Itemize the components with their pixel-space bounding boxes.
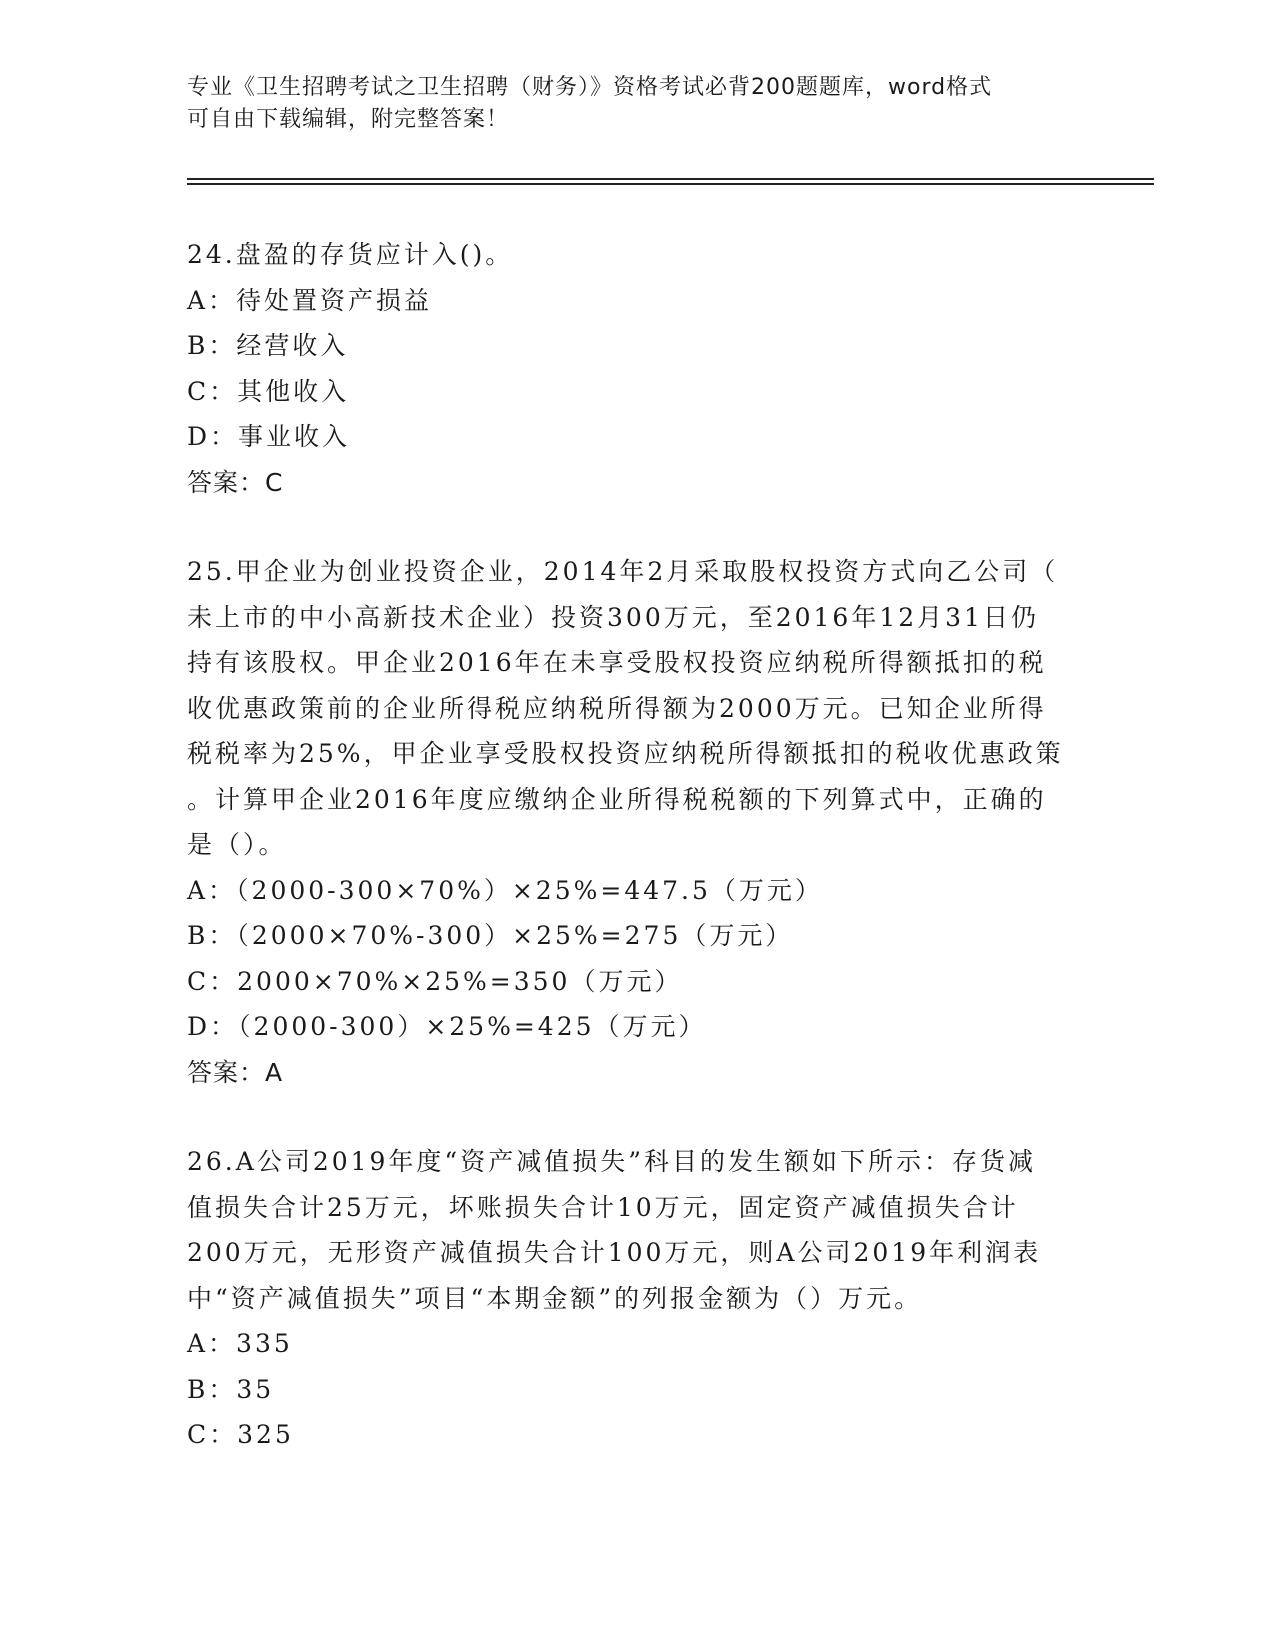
question-stem-line: 是（）。 [187, 830, 287, 859]
answer-label: 答案：C [187, 467, 284, 497]
question-stem-line: 持有该股权。甲企业2016年在未享受股权投资应纳税所得额抵扣的税 [187, 648, 1047, 677]
option-c: C：其他收入 [187, 376, 350, 406]
option-a: A：335 [187, 1329, 293, 1358]
option-b: B：（2000×70%-300）×25%=275（万元） [187, 921, 794, 950]
header-title-line-2: 可自由下载编辑，附完整答案！ [187, 107, 510, 132]
document-header [187, 72, 1087, 136]
header-divider-bottom [187, 183, 1154, 185]
question-stem-line: 200万元，无形资产减值损失合计100万元，则A公司2019年利润表 [187, 1238, 1042, 1267]
option-d: D：事业收入 [187, 422, 351, 451]
option-b: B：35 [187, 1374, 275, 1404]
question-24 [187, 232, 1087, 505]
question-list [187, 232, 1087, 1502]
option-d: D：（2000-300）×25%=425（万元） [187, 1012, 707, 1041]
question-stem-line: 收优惠政策前的企业所得税应纳税所得额为2000万元。已知企业所得 [187, 693, 1047, 723]
question-stem-line: 。计算甲企业2016年度应缴纳企业所得税税额的下列算式中，正确的 [187, 784, 1047, 814]
question-stem-line: 25.甲企业为创业投资企业，2014年2月采取股权投资方式向乙公司（ [187, 557, 1059, 586]
option-c: C：325 [187, 1420, 294, 1449]
question-25 [187, 549, 1087, 1095]
question-stem-line: 值损失合计25万元，坏账损失合计10万元，固定资产减值损失合计 [187, 1192, 1019, 1222]
answer-label: 答案：A [187, 1057, 284, 1087]
option-b: B：经营收入 [187, 331, 349, 360]
header-divider-top [187, 178, 1154, 180]
question-26 [187, 1139, 1087, 1458]
question-stem-line: 中“资产减值损失”项目“本期金额”的列报金额为（）万元。 [187, 1283, 923, 1313]
option-c: C：2000×70%×25%=350（万元） [187, 966, 683, 996]
question-stem-line: 26.A公司2019年度“资产减值损失”科目的发生额如下所示：存货减 [187, 1147, 1036, 1176]
header-title-line-1: 专业《卫生招聘考试之卫生招聘（财务）》资格考试必背200题题库，word格式 [187, 75, 993, 100]
question-stem-line: 税税率为25%，甲企业享受股权投资应纳税所得额抵扣的税收优惠政策 [187, 739, 1064, 768]
option-a: A：（2000-300×70%）×25%=447.5（万元） [187, 875, 823, 905]
question-stem-line: 未上市的中小高新技术企业）投资300万元，至2016年12月31日仍 [187, 602, 1039, 632]
option-a: A：待处置资产损益 [187, 285, 433, 315]
question-stem-line: 24.盘盈的存货应计入()。 [187, 240, 514, 269]
